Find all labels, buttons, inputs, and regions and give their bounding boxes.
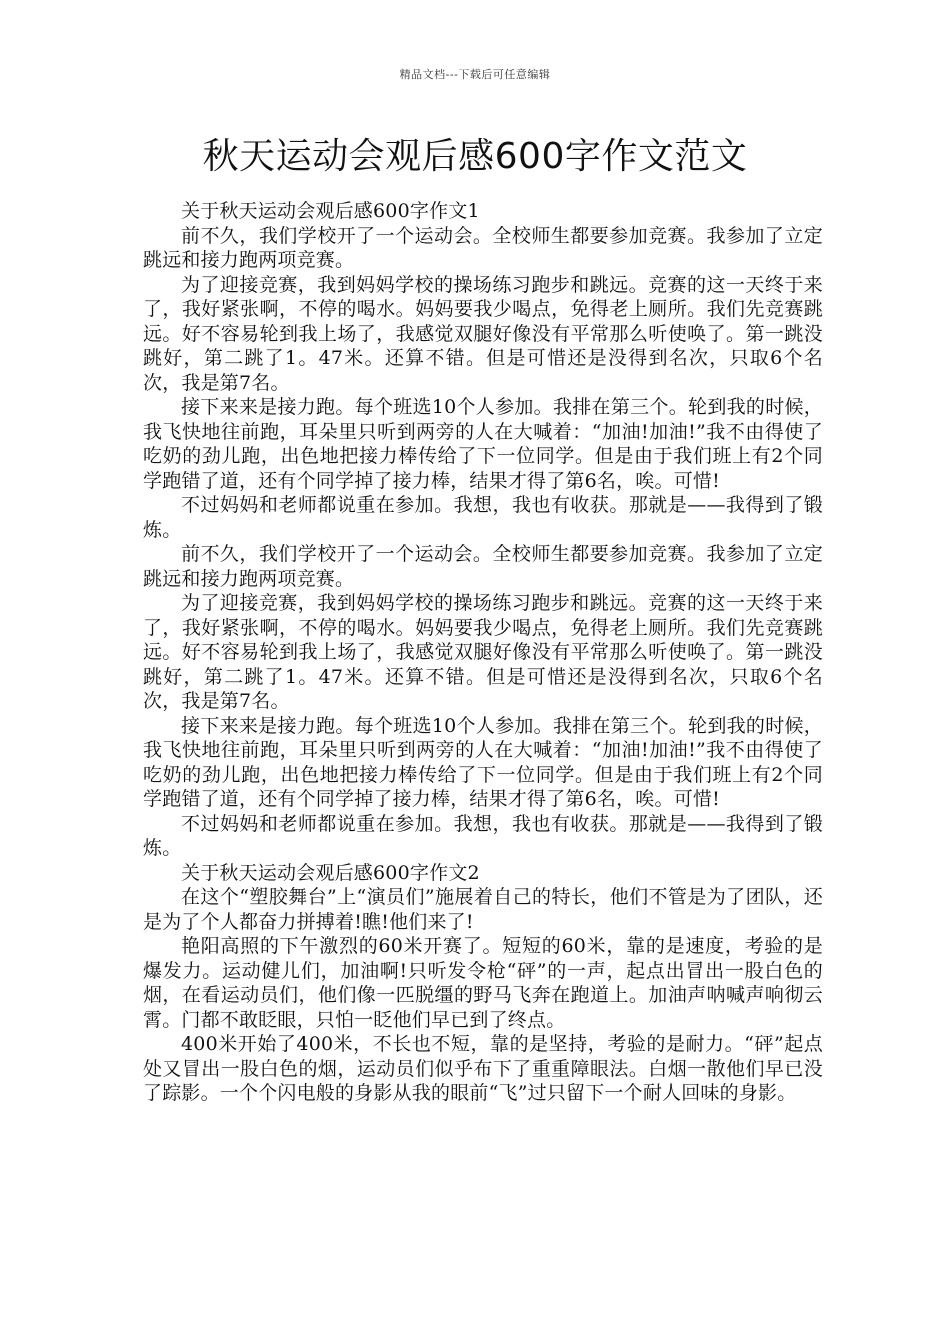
paragraph: 艳阳高照的下午激烈的60米开赛了。短短的60米，靠的是速度，考验的是爆发力。运动健儿们，加油啊!只听发令枪“砰”的一声，起点出冒出一股白色的烟，在看运动员们，他们像一匹脱缰的野马飞奔在跑道上。加油声呐喊声响彻云霄。门都不敢眨眼，只怕一眨他们早已到了终点。 (143, 935, 823, 1031)
paragraph-heading-2: 关于秋天运动会观后感600字作文2 (181, 861, 480, 884)
paragraph: 不过妈妈和老师都说重在参加。我想，我也有收获。那就是——我得到了锻炼。 (143, 494, 823, 541)
paragraph: 为了迎接竞赛，我到妈妈学校的操场练习跑步和跳远。竞赛的这一天终于来了，我好紧张啊，不停的喝水。妈妈要我少喝点，免得老上厕所。我们先竞赛跳远。好不容易轮到我上场了，我感觉双腿好像没有平常那么听使唤了。第一跳没跳好，第二跳了1。47米。还算不错。但是可惜还是没得到名次，只取6个名次，我是第7名。 (143, 273, 823, 394)
paragraph: 接下来来是接力跑。每个班选10个人参加。我排在第三个。轮到我的时候，我飞快地往前跑，耳朵里只听到两旁的人在大喊着：“加油!加油!”我不由得使了吃奶的劲儿跑，出色地把接力棒传给了下一位同学。但是由于我们班上有2个同学跑错了道，还有个同学掉了接力棒，结果才得了第6名，唉。可惜! (143, 396, 823, 492)
paragraph: 前不久，我们学校开了一个运动会。全校师生都要参加竞赛。我参加了立定跳远和接力跑两项竞赛。 (143, 543, 823, 590)
paragraph: 为了迎接竞赛，我到妈妈学校的操场练习跑步和跳远。竞赛的这一天终于来了，我好紧张啊，不停的喝水。妈妈要我少喝点，免得老上厕所。我们先竞赛跳远。好不容易轮到我上场了，我感觉双腿好像没有平常那么听使唤了。第一跳没跳好，第二跳了1。47米。还算不错。但是可惜还是没得到名次，只取6个名次，我是第7名。 (143, 592, 823, 712)
document-body (143, 199, 823, 1106)
paragraph: 不过妈妈和老师都说重在参加。我想，我也有收获。那就是——我得到了锻炼。 (143, 812, 823, 859)
paragraph: 接下来来是接力跑。每个班选10个人参加。我排在第三个。轮到我的时候，我飞快地往前跑，耳朵里只听到两旁的人在大喊着：“加油!加油!”我不由得使了吃奶的劲儿跑，出色地把接力棒传给了下一位同学。但是由于我们班上有2个同学跑错了道，还有个同学掉了接力棒，结果才得了第6名，唉。可惜! (143, 714, 823, 810)
paragraph: 在这个“塑胶舞台”上“演员们”施展着自己的特长，他们不管是为了团队，还是为了个人都奋力拼搏着!瞧!他们来了! (143, 886, 823, 933)
paragraph: 前不久，我们学校开了一个运动会。全校师生都要参加竞赛。我参加了立定跳远和接力跑两项竞赛。 (143, 224, 823, 271)
paragraph: 400米开始了400米，不长也不短，靠的是坚持，考验的是耐力。“砰”起点处又冒出一股白色的烟，运动员们似乎布下了重重障眼法。白烟一散他们早已没了踪影。一个个闪电般的身影从我的眼前“飞”过只留下一个耐人回味的身影。 (143, 1033, 823, 1104)
header-note: 精品文档---下载后可任意编辑 (399, 68, 551, 81)
paragraph-heading-1: 关于秋天运动会观后感600字作文1 (181, 200, 480, 222)
document-title: 秋天运动会观后感600字作文范文 (202, 136, 748, 177)
